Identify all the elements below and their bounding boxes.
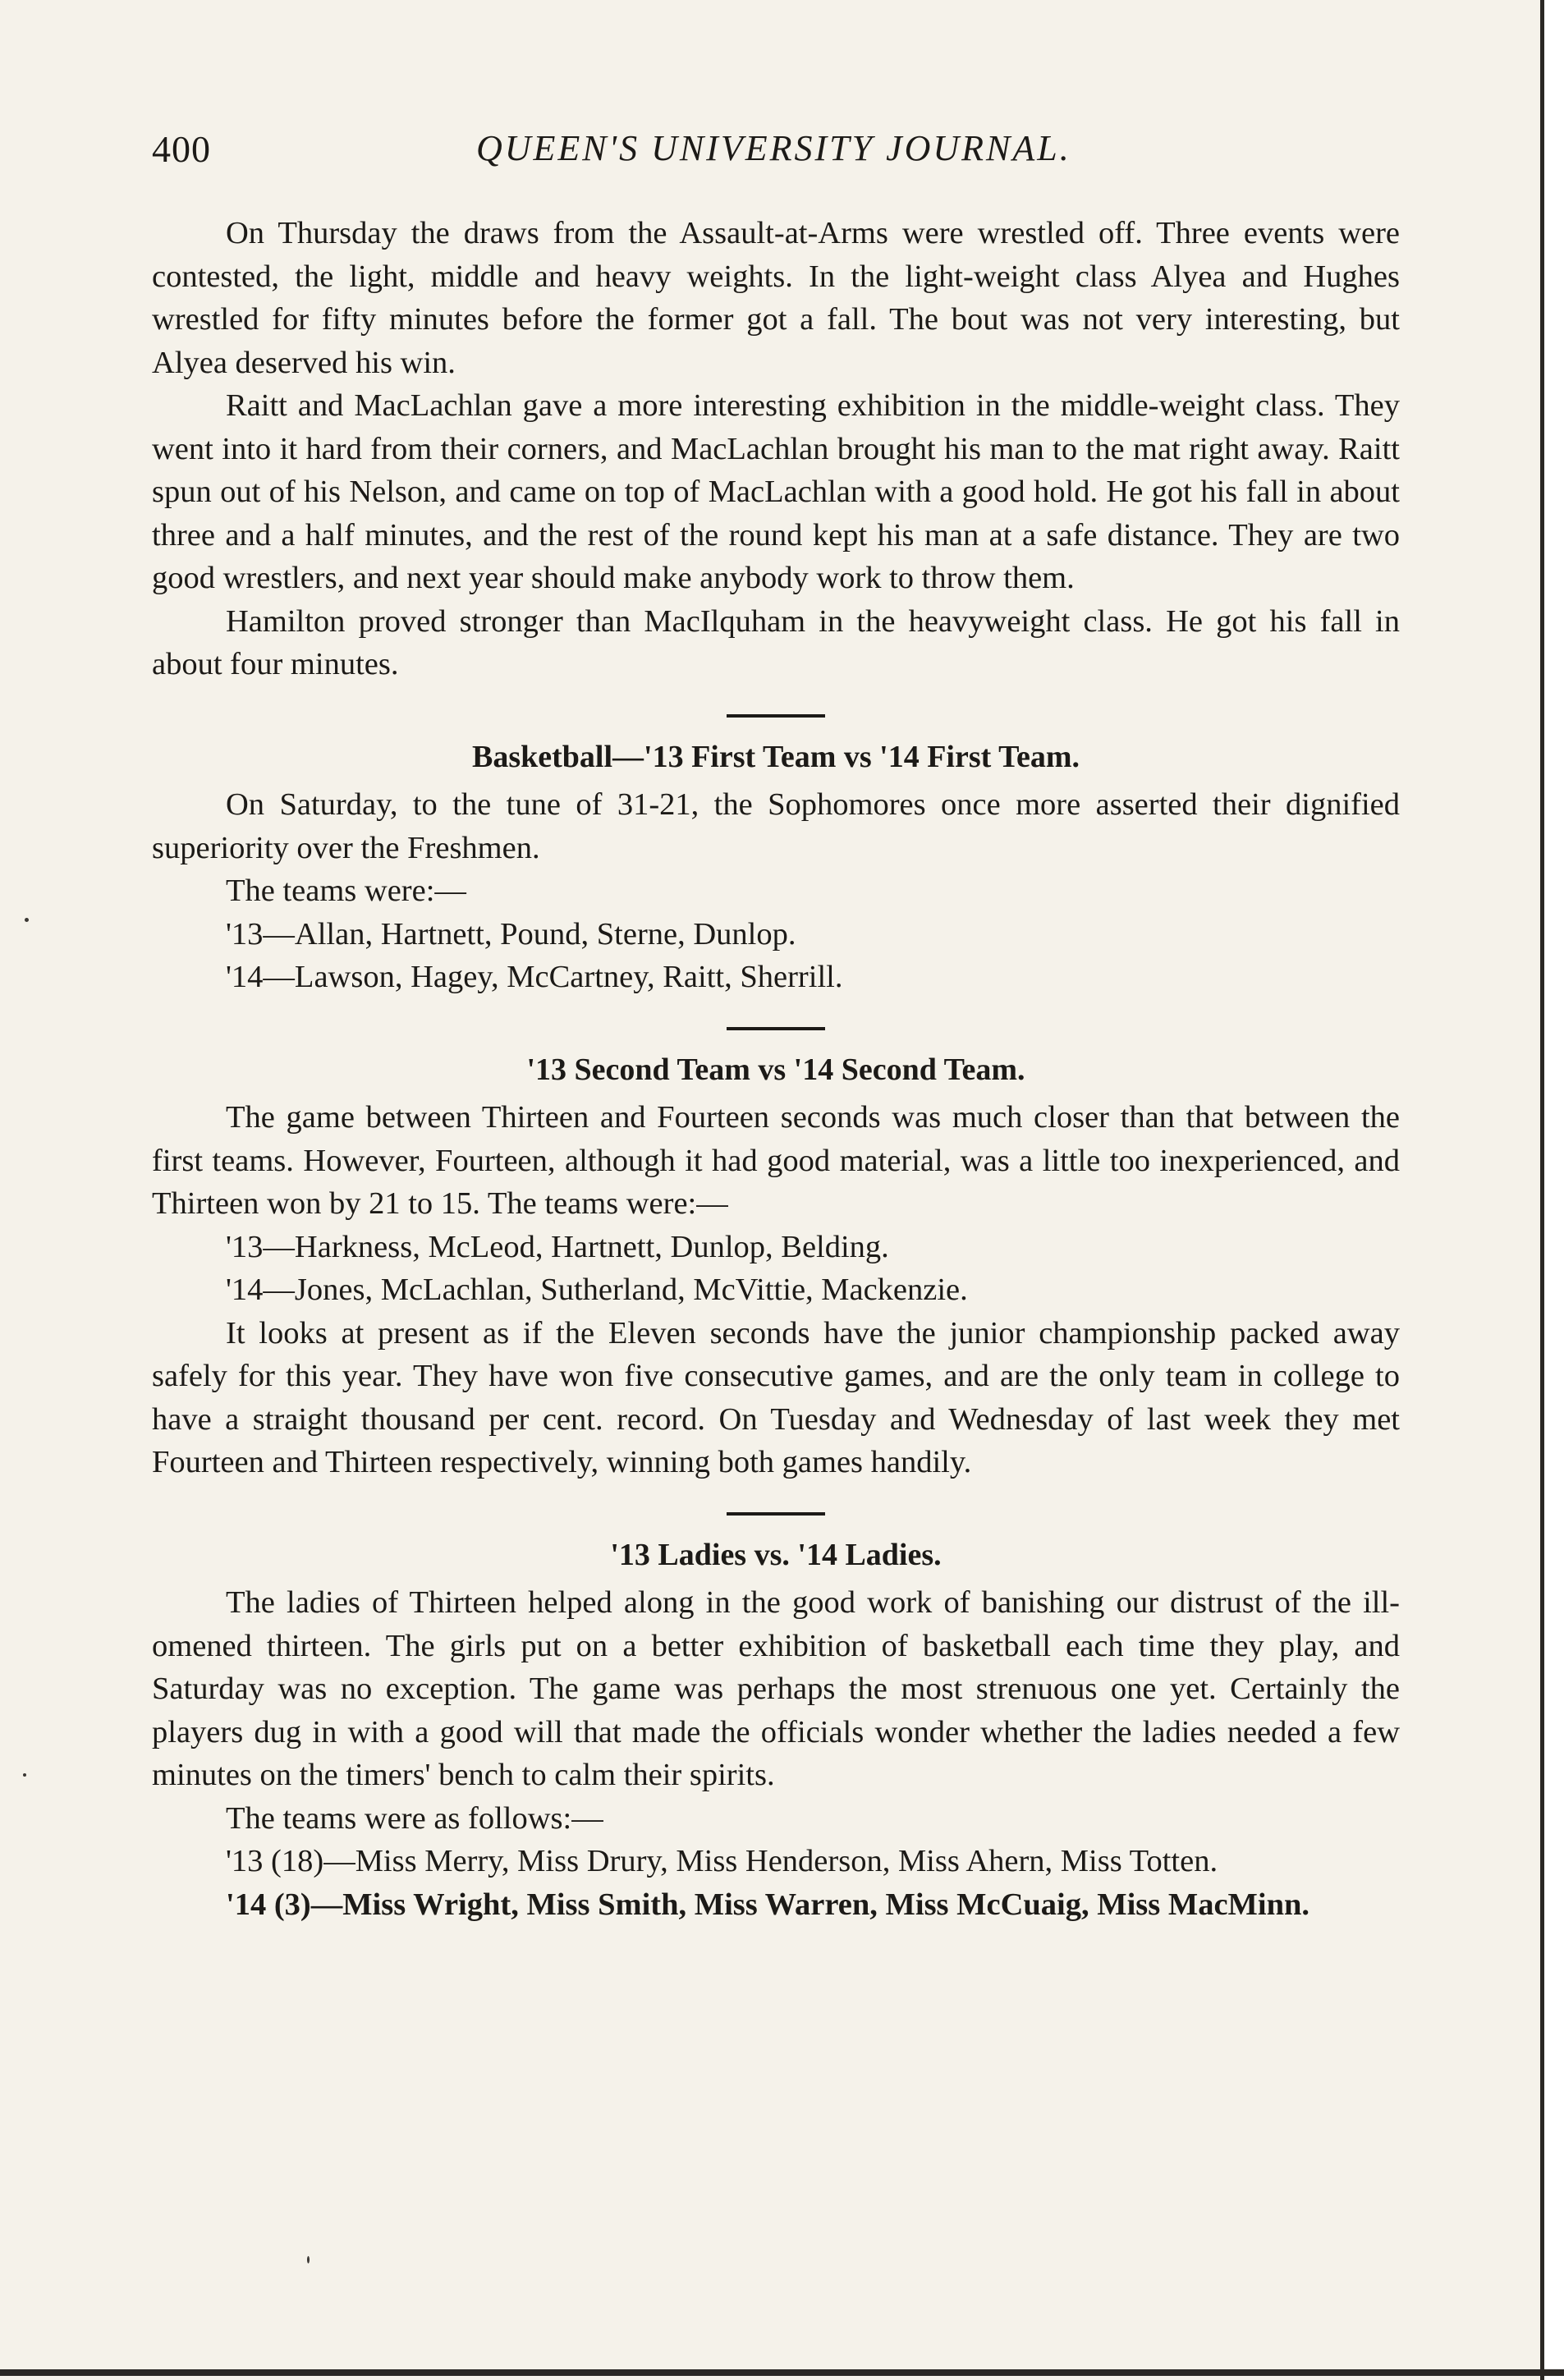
scan-margin — [1544, 0, 1564, 2380]
ladies-13-lineup: '13 (18)—Miss Merry, Miss Drury, Miss Henderson, Miss Ahern, Miss Totten. — [226, 1844, 1218, 1878]
ladies-14-lineup: '14 (3)—Miss Wright, Miss Smith, Miss Warren, Miss McCuaig, Miss MacMinn. — [226, 1887, 1310, 1922]
second-teams-13-lineup: '13—Harkness, McLeod, Hartnett, Dunlop, Belding. — [226, 1229, 889, 1264]
wrestling-paragraph-2: Raitt and MacLachlan gave a more interesting exhibition in the middle-weight class. They went into it hard from their corners, and MacLachlan brought his man to the mat right away. Raitt spun out of his Nelson, and came on top of MacLachlan with a good hold. He got his fall in about three and a half minutes, and the rest of the round kept his man at a safe distance. They are two good wrestlers, and next year should make anybody work to throw them. — [152, 388, 1400, 595]
scan-speck — [23, 1773, 26, 1777]
section-divider — [727, 1512, 825, 1516]
ladies-paragraph: The ladies of Thirteen helped along in the good work of banishing our distrust of the ill-omened thirteen. The girls put on a better exhibition of basketball each time they play, and Saturday was no exception. The game was perhaps the most strenuous one yet. Certainly the players dug in with a good will that made the officials wonder whether the ladies needed a few minutes on the timers' bench to calm their spirits. — [152, 1585, 1400, 1792]
first-teams-13-lineup: '13—Allan, Hartnett, Pound, Sterne, Dunlop. — [226, 916, 796, 952]
journal-title: QUEEN'S UNIVERSITY JOURNAL. — [476, 128, 1071, 168]
section-heading-first-teams: Basketball—'13 First Team vs '14 First Team. — [472, 739, 1080, 774]
section-heading-ladies: '13 Ladies vs. '14 Ladies. — [610, 1537, 942, 1572]
section-divider — [727, 714, 825, 718]
ladies-teams-intro: The teams were as follows:— — [226, 1800, 603, 1836]
wrestling-paragraph-3: Hamilton proved stronger than MacIlquham in the heavyweight class. He got his fall in about four minutes. — [152, 603, 1400, 681]
section-divider — [727, 1027, 825, 1030]
first-teams-paragraph: On Saturday, to the tune of 31-21, the Sophomores once more asserted their dignified superiority over the Freshmen. — [152, 787, 1400, 865]
article-body — [152, 212, 1400, 1926]
second-teams-paragraph-2: It looks at present as if the Eleven seconds have the junior championship packed away safely for this year. They have won five consecutive games, and are the only team in college to have a straight thousand per cent. record. On Tuesday and Wednesday of last week they met Fourteen and Thirteen respectively, winning both games handily. — [152, 1315, 1400, 1479]
page-header — [152, 127, 1433, 177]
first-teams-14-lineup: '14—Lawson, Hagey, McCartney, Raitt, Sherrill. — [226, 960, 843, 994]
section-heading-second-teams: '13 Second Team vs '14 Second Team. — [526, 1052, 1025, 1087]
first-teams-intro: The teams were:— — [226, 874, 466, 908]
second-teams-paragraph-1: The game between Thirteen and Fourteen seconds was much closer than that between the first teams. However, Fourteen, although it had good material, was a little too inexperienced, and Thirteen won by 21 to 15. The teams were:— — [152, 1100, 1400, 1221]
wrestling-paragraph-1: On Thursday the draws from the Assault-at-Arms were wrestled off. Three events were contested, the light, middle and heavy weights. In the light-weight class Alyea and Hughes wrestled for fifty minutes before the former got a fall. The bout was not very interesting, but Alyea deserved his win. — [152, 216, 1400, 380]
second-teams-14-lineup: '14—Jones, McLachlan, Sutherland, McVittie, Mackenzie. — [226, 1273, 968, 1307]
scan-speck — [25, 918, 29, 922]
page-bottom-edge — [0, 2369, 1564, 2376]
scan-speck — [307, 2256, 310, 2263]
page-number: 400 — [152, 128, 211, 170]
